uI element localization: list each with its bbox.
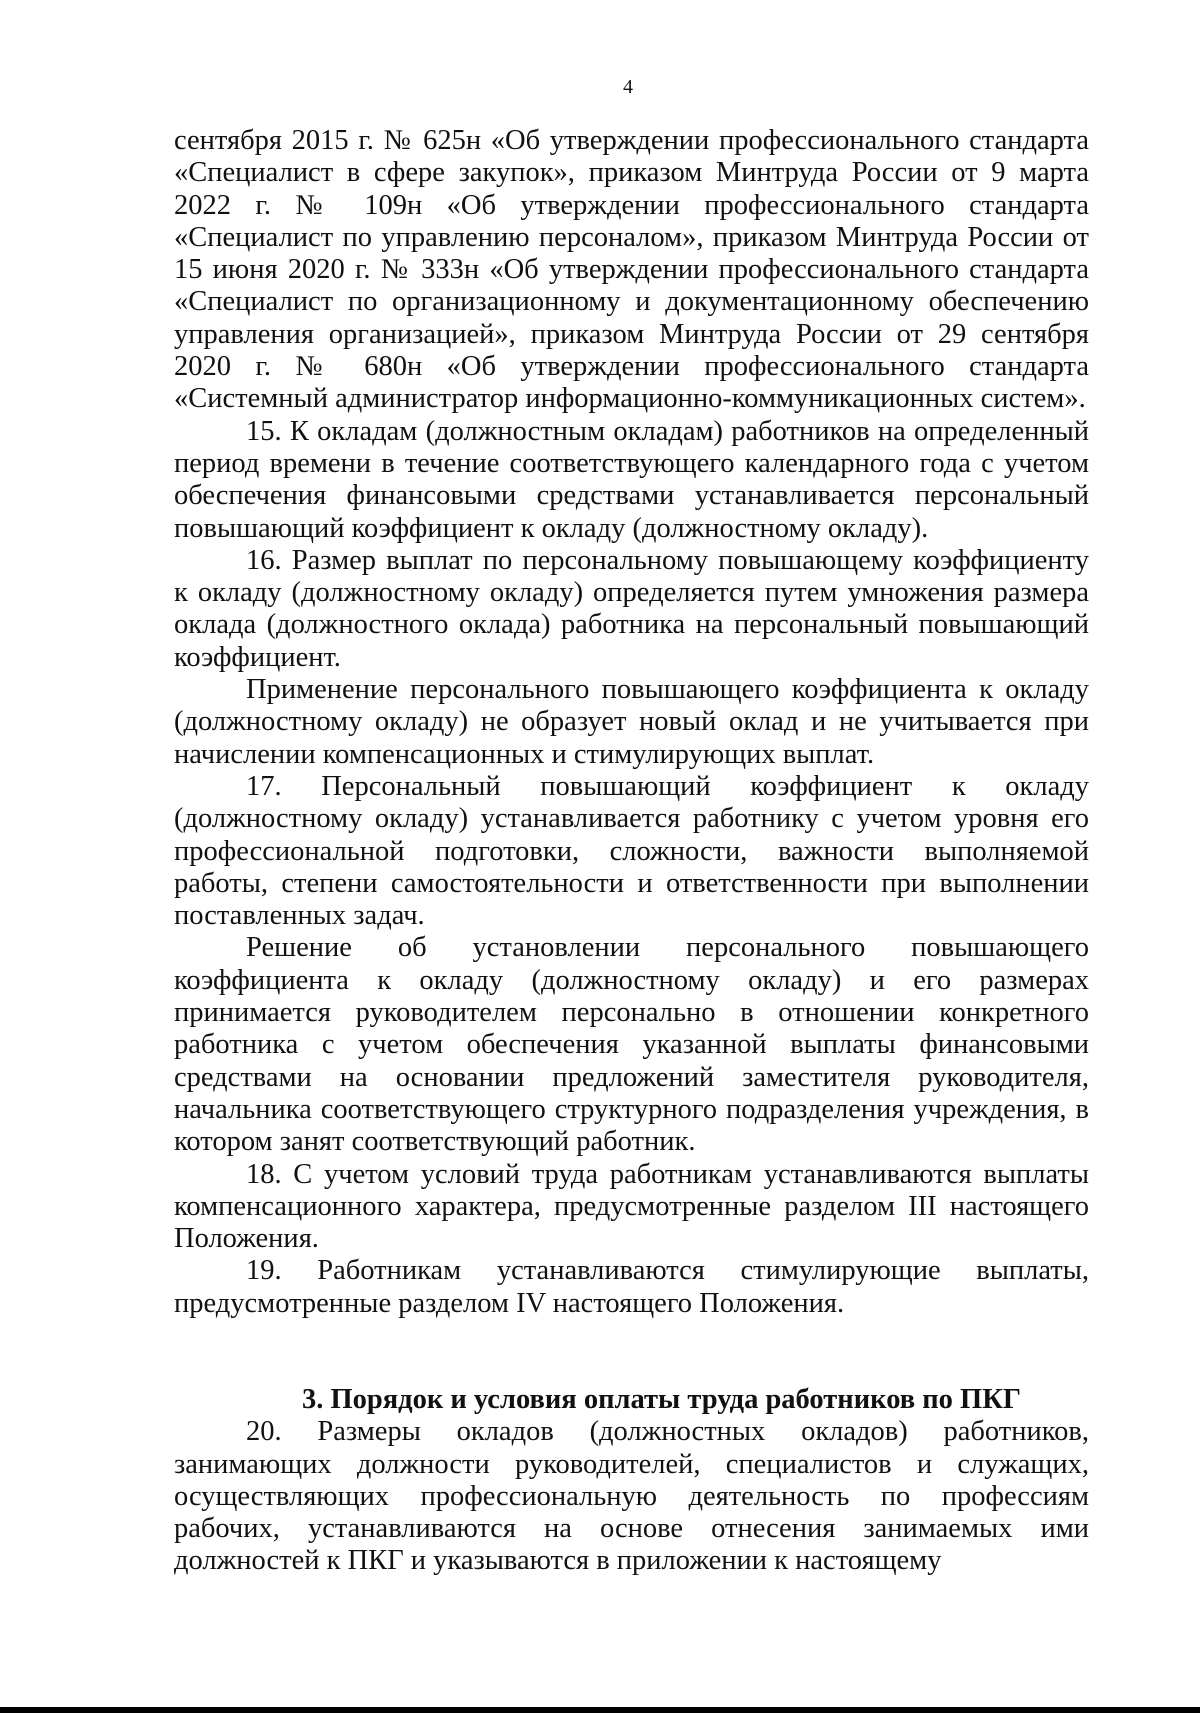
paragraph-16: 16. Размер выплат по персональному повышающему коэффициенту к окладу (должностному окладу) определяется путем умножения размера оклада (должностного оклада) работника на персональный повышающий коэффициент. bbox=[174, 544, 1089, 673]
page-number: 4 bbox=[623, 76, 633, 98]
paragraph-15: 15. К окладам (должностным окладам) работников на определенный период времени в течение соответствующего календарного года с учетом обеспечения финансовыми средствами устанавливается персональный повышающий коэффициент к окладу (должностному окладу). bbox=[174, 415, 1089, 544]
paragraph-19: 19. Работникам устанавливаются стимулирующие выплаты, предусмотренные разделом IV настоящего Положения. bbox=[174, 1255, 1089, 1319]
paragraph-17-decision: Решение об установлении персонального повышающего коэффициента к окладу (должностному окладу) и его размерах принимается руководителем персонально в отношении конкретного работника с учетом обеспечения указанной выплаты финансовыми средствами на основании предложений заместителя руководителя, начальника соответствующего структурного подразделения учреждения, в котором занят соответствующий работник. bbox=[174, 932, 1089, 1158]
paragraph-18: 18. С учетом условий труда работникам устанавливаются выплаты компенсационного характера, предусмотренные разделом III настоящего Положения. bbox=[174, 1158, 1089, 1255]
paragraph-17: 17. Персональный повышающий коэффициент к окладу (должностному окладу) устанавливается работнику с учетом уровня его профессиональной подготовки, сложности, важности выполняемой работы, степени самостоятельности и ответственности при выполнении поставленных задач. bbox=[174, 770, 1089, 932]
section-spacer bbox=[174, 1320, 1089, 1384]
section-heading: 3. Порядок и условия оплаты труда работников по ПКГ bbox=[301, 1383, 1022, 1415]
document-body bbox=[174, 125, 1089, 1578]
paragraph-20: 20. Размеры окладов (должностных окладов) работников, занимающих должности руководителей, специалистов и служащих, осуществляющих профессиональную деятельность по профессиям рабочих, устанавливаются на основе отнесения занимаемых ими должностей к ПКГ и указываются в приложении к настоящему bbox=[174, 1416, 1089, 1577]
paragraph-16-note: Применение персонального повышающего коэффициента к окладу (должностному окладу) не образует новый оклад и не учитывается при начислении компенсационных и стимулирующих выплат. bbox=[174, 674, 1089, 770]
paragraph-continued: сентября 2015 г. № 625н «Об утверждении профессионального стандарта «Специалист в сфере закупок», приказом Минтруда России от 9 марта 2022 г. № 109н «Об утверждении профессионального стандарта «Специалист по управлению персоналом», приказом Минтруда России от 15 июня 2020 г. № 333н «Об утверждении профессионального стандарта «Специалист по организационному и документационному обеспечению управления организацией», приказом Минтруда России от 29 сентября 2020 г. № 680н «Об утверждении профессионального стандарта «Системный администратор информационно-коммуникационных систем». bbox=[174, 125, 1089, 415]
scan-bottom-edge bbox=[0, 1707, 1200, 1713]
